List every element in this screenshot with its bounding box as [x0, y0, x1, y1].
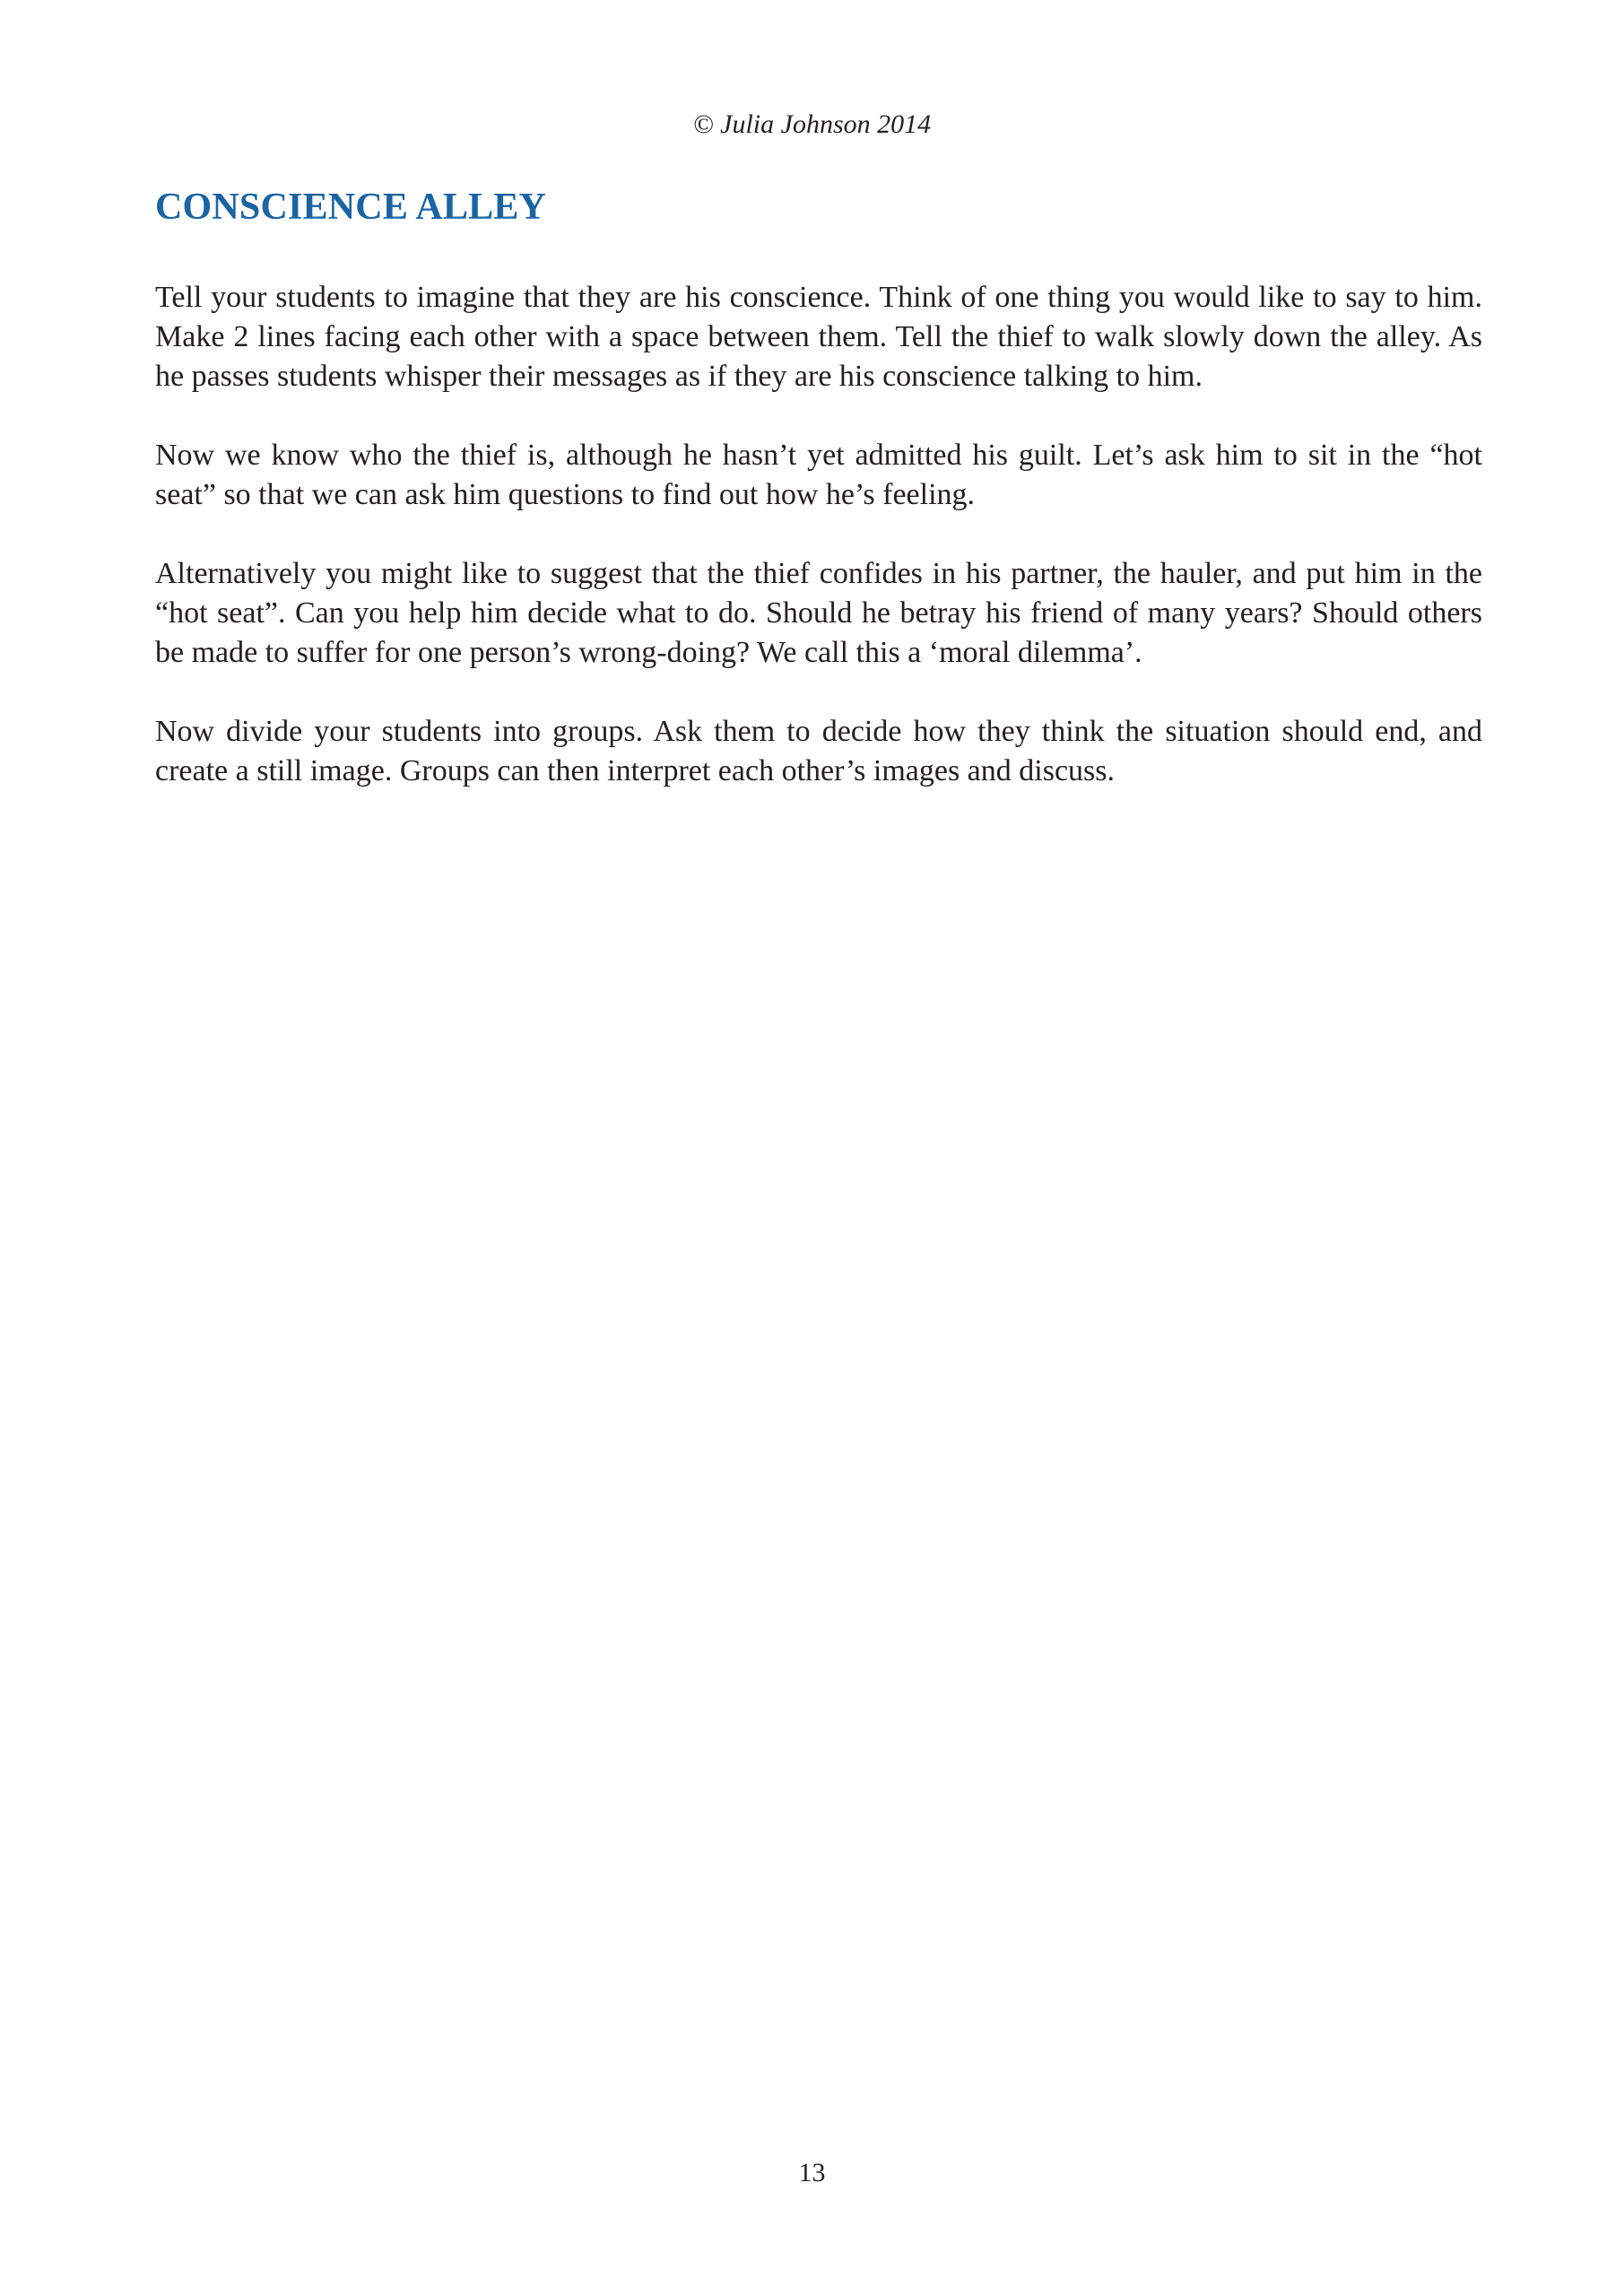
copyright-notice: © Julia Johnson 2014	[692, 109, 932, 139]
paragraph: Now we know who the thief is, although he hasn’t yet admitted his guilt. Let’s ask him to sit in the “hot seat” so that we can ask him questions to find out how he’s feeling.	[155, 439, 1482, 511]
paragraph: Alternatively you might like to suggest that the thief confides in his partner, the hauler, and put him in the “hot seat”. Can you help him decide what to do. Should he betray his friend of many years? Should others be made to suffer for one person’s wrong-doing? We call this a ‘moral dilemma’.	[155, 557, 1482, 669]
paragraph: Tell your students to imagine that they are his conscience. Think of one thing you would like to say to him. Make 2 lines facing each other with a space between them. Tell the thief to walk slowly down the alley. As he passes students whisper their messages as if they are his conscience talking to him.	[155, 281, 1482, 393]
body-text	[155, 278, 1482, 831]
page-number: 13	[798, 2158, 826, 2187]
section-title: CONSCIENCE ALLEY	[155, 187, 547, 228]
paragraph: Now divide your students into groups. Ask them to decide how they think the situation should end, and create a still image. Groups can then interpret each other’s images and discuss.	[155, 715, 1482, 787]
